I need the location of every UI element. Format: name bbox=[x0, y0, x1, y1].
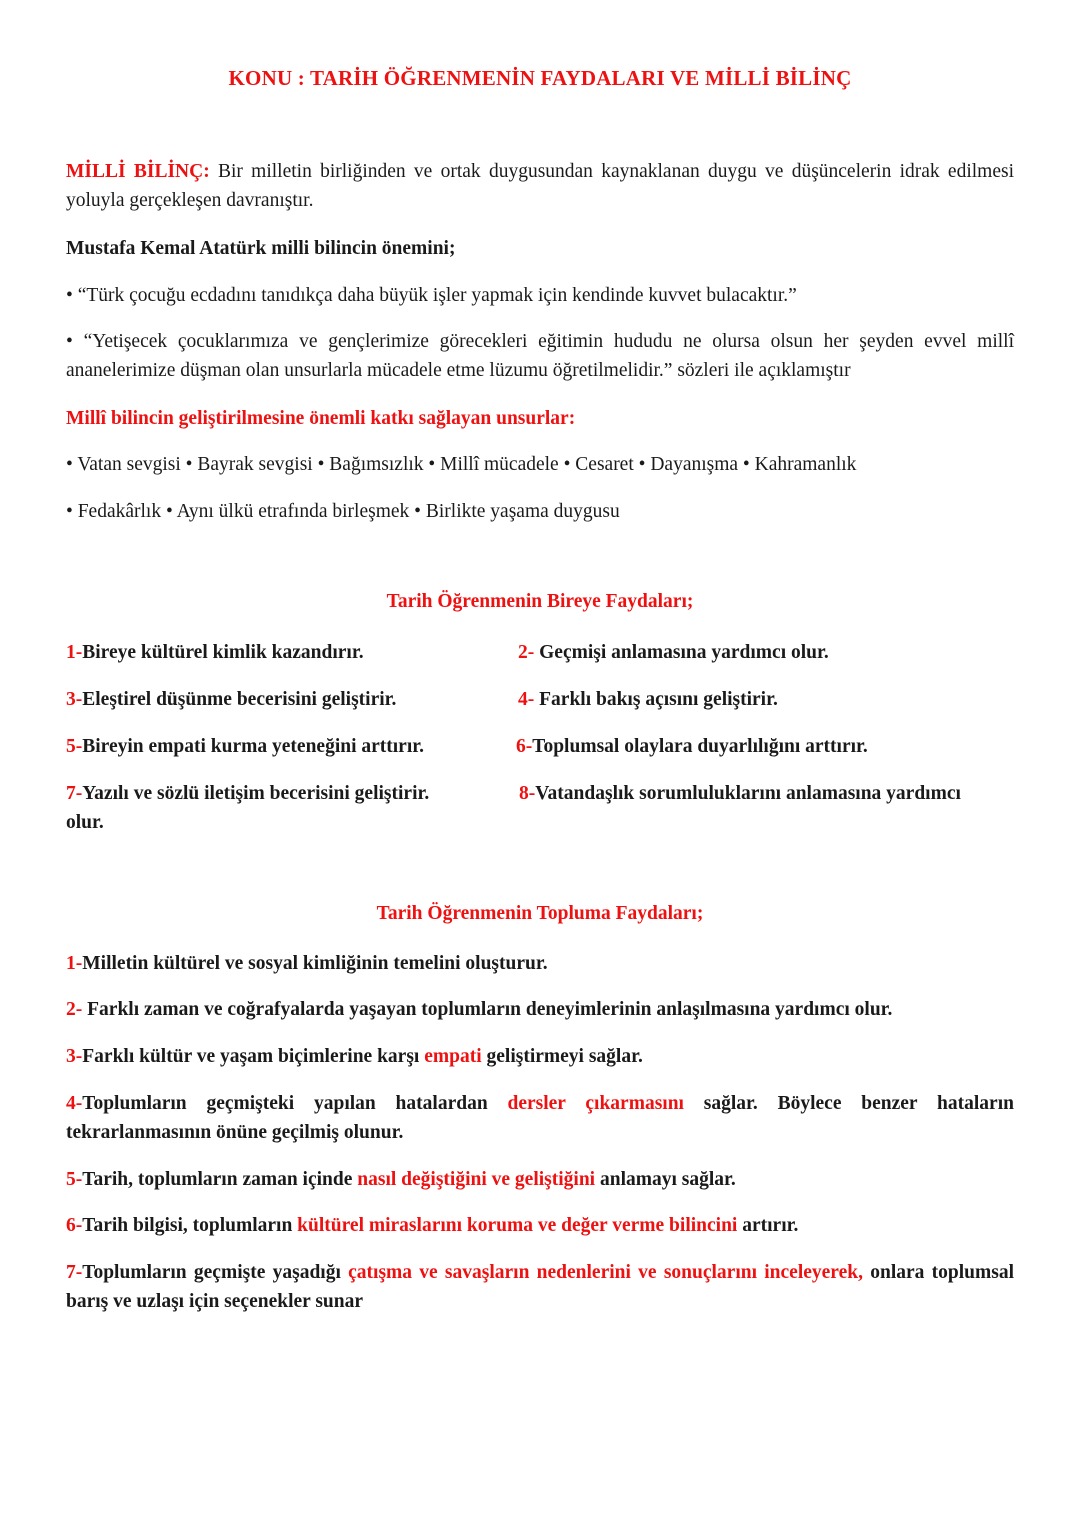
elements-line-2: • Fedakârlık • Aynı ülkü etrafında birleşmek • Birlikte yaşama duygusu bbox=[66, 501, 620, 522]
ataturk-heading: Mustafa Kemal Atatürk milli bilincin önemini; bbox=[66, 238, 456, 259]
individual-item-8-continuation: olur. bbox=[66, 812, 104, 833]
society-item-1: 1-Milletin kültürel ve sosyal kimliğinin temelini oluşturur. bbox=[66, 953, 548, 974]
individual-item-7: 7-Yazılı ve sözlü iletişim becerisini geliştirir. bbox=[66, 783, 430, 804]
elements-heading: Millî bilincin geliştirilmesine önemli katkı sağlayan unsurlar: bbox=[66, 408, 576, 429]
definition-text: Bir milletin birliğinden ve ortak duygusundan kaynaklanan duygu ve düşüncelerin idrak edilmesi yoluyla gerçekleşen davranıştır. bbox=[66, 161, 1014, 211]
individual-item-1: 1-Bireye kültürel kimlik kazandırır. bbox=[66, 642, 364, 663]
society-item-5: 5-Tarih, toplumların zaman içinde nasıl değiştiğini ve geliştiğini anlamayı sağlar. bbox=[66, 1169, 736, 1190]
page-title: KONU : TARİH ÖĞRENMENİN FAYDALARI VE MİLLİ BİLİNÇ bbox=[228, 66, 852, 90]
individual-heading: Tarih Öğrenmenin Bireye Faydaları; bbox=[386, 591, 694, 612]
society-item-7: 7-Toplumların geçmişte yaşadığı çatışma ve savaşların nedenlerini ve sonuçlarını inceleyerek, onlara toplumsal barış ve uzlaşı için seçenekler sunar bbox=[66, 1262, 1014, 1312]
ataturk-quote-2: • “Yetişecek çocuklarımıza ve gençlerimize görecekleri eğitimin hududu ne olursa olsun her şeyden evvel millî ananelerimize düşman olan unsurlarla mücadele etme lüzumu öğretilmelidir.” sözleri ile açıklamıştır bbox=[66, 331, 1014, 381]
definition-paragraph bbox=[66, 157, 1014, 215]
definition-term: MİLLİ BİLİNÇ: bbox=[66, 161, 210, 182]
society-item-4: 4-Toplumların geçmişteki yapılan hatalardan dersler çıkarmasını sağlar. Böylece benzer hataların tekrarlanmasının önüne geçilmiş olunur. bbox=[66, 1093, 1014, 1143]
individual-item-3: 3-Eleştirel düşünme becerisini geliştirir. bbox=[66, 689, 397, 710]
society-heading: Tarih Öğrenmenin Topluma Faydaları; bbox=[376, 903, 704, 924]
individual-item-6: 6-Toplumsal olaylara duyarlılığını arttırır. bbox=[516, 736, 868, 757]
individual-item-4: 4- Farklı bakış açısını geliştirir. bbox=[518, 689, 778, 710]
ataturk-quote-1: • “Türk çocuğu ecdadını tanıdıkça daha büyük işler yapmak için kendinde kuvvet bulacaktır.” bbox=[66, 285, 797, 306]
society-item-3: 3-Farklı kültür ve yaşam biçimlerine karşı empati geliştirmeyi sağlar. bbox=[66, 1046, 643, 1067]
society-item-6: 6-Tarih bilgisi, toplumların kültürel miraslarını koruma ve değer verme bilincini artırır. bbox=[66, 1215, 799, 1236]
individual-item-2: 2- Geçmişi anlamasına yardımcı olur. bbox=[518, 642, 829, 663]
elements-line-1: • Vatan sevgisi • Bayrak sevgisi • Bağımsızlık • Millî mücadele • Cesaret • Dayanışma • Kahramanlık bbox=[66, 454, 857, 475]
society-item-2: 2- Farklı zaman ve coğrafyalarda yaşayan toplumların deneyimlerinin anlaşılmasına yardımcı olur. bbox=[66, 999, 893, 1020]
individual-item-5: 5-Bireyin empati kurma yeteneğini arttırır. bbox=[66, 736, 424, 757]
individual-item-8: 8-Vatandaşlık sorumluluklarını anlamasına yardımcı bbox=[519, 783, 961, 804]
